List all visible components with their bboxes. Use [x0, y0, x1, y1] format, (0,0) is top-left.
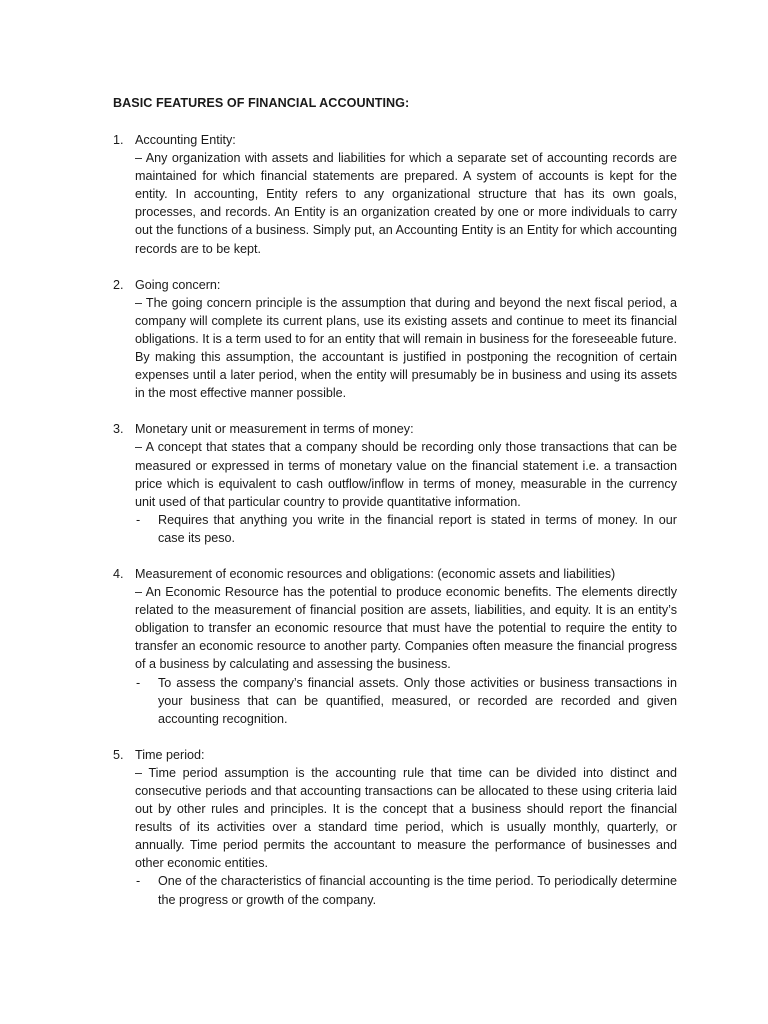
section-heading: Accounting Entity: — [135, 133, 236, 147]
note-dash: - — [136, 874, 141, 889]
section-heading: Measurement of economic resources and obligations: (economic assets and liabilities) — [135, 566, 616, 581]
section-paragraph: – The going concern principle is the assumption that during and beyond the next fiscal period, a company will complete its current plans, use its existing assets and continue to meet its financial obligations. It is a term used to for an entity that will remain in business for the foreseeable future. By making this assumption, the accountant is justified in postponing the recognition of certain expenses until a later period, when the entity will presumably be in business and using its assets in the most effective manner possible. — [135, 295, 677, 401]
document-title: BASIC FEATURES OF FINANCIAL ACCOUNTING: — [113, 96, 410, 110]
section-paragraph: – Time period assumption is the accounting rule that time can be divided into distinct and consecutive periods and that accounting transactions can be allocated to these using criteria laid out by other rules and principles. It is the concept that a business should report the financial results of its activities over a standard time period, which is usually monthly, quarterly, or annually. Time period permits the accountant to measure the performance of businesses and other economic entities. — [135, 765, 677, 871]
section-body — [135, 565, 677, 728]
section-number: 1. — [113, 133, 124, 147]
section-heading: Going concern: — [135, 277, 221, 292]
section-note — [135, 511, 677, 547]
section-going-concern — [113, 276, 677, 403]
section-number: 3. — [113, 422, 124, 437]
note-text: One of the characteristics of financial accounting is the time period. To periodically determine the progress or growth of the company. — [158, 874, 677, 907]
section-paragraph: – An Economic Resource has the potential to produce economic benefits. The elements directly related to the measurement of financial position are assets, liabilities, and equity. It is an entity’s obligation to transfer an economic resource that must have the potential to require the entity to transfer an economic resource to another party. Companies often measure the financial progress of a business by calculating and assessing the business. — [135, 585, 677, 672]
section-economic-resources — [113, 565, 677, 728]
section-note — [135, 674, 677, 728]
section-accounting-entity — [113, 131, 677, 258]
note-text: To assess the company’s financial assets. Only those activities or business transactions in your business that can be quantified, measured, or recorded are recorded and given accounting recognition. — [158, 675, 677, 726]
note-dash: - — [136, 512, 141, 527]
section-paragraph: – A concept that states that a company should be recording only those transactions that can be measured or expressed in terms of monetary value on the financial statement i.e. a transaction price which is equivalent to cash outflow/inflow in terms of money, measurable in the currency unit used of that particular country to provide quantitative information. — [135, 440, 677, 509]
section-note — [135, 872, 677, 908]
section-body — [135, 420, 677, 547]
section-time-period — [113, 746, 677, 909]
note-text: Requires that anything you write in the financial report is stated in terms of money. In our case its peso. — [158, 512, 677, 545]
note-dash: - — [136, 675, 141, 690]
section-heading: Monetary unit or measurement in terms of money: — [135, 422, 414, 437]
section-body — [135, 276, 677, 403]
section-body — [135, 746, 677, 909]
section-monetary-unit — [113, 420, 677, 547]
section-number: 2. — [113, 277, 124, 292]
section-number: 5. — [113, 747, 124, 762]
section-number: 4. — [113, 566, 124, 581]
section-heading: Time period: — [135, 747, 205, 762]
section-body — [135, 131, 677, 258]
section-paragraph: – Any organization with assets and liabilities for which a separate set of accounting records are maintained for which financial statements are prepared. A system of accounts is kept for the entity. In accounting, Entity refers to any organizational structure that has its own goals, processes, and records. An Entity is an organization created by one or more individuals to carry out the functions of a business. Simply put, an Accounting Entity is an Entity for which accounting records are to be kept. — [135, 151, 677, 256]
